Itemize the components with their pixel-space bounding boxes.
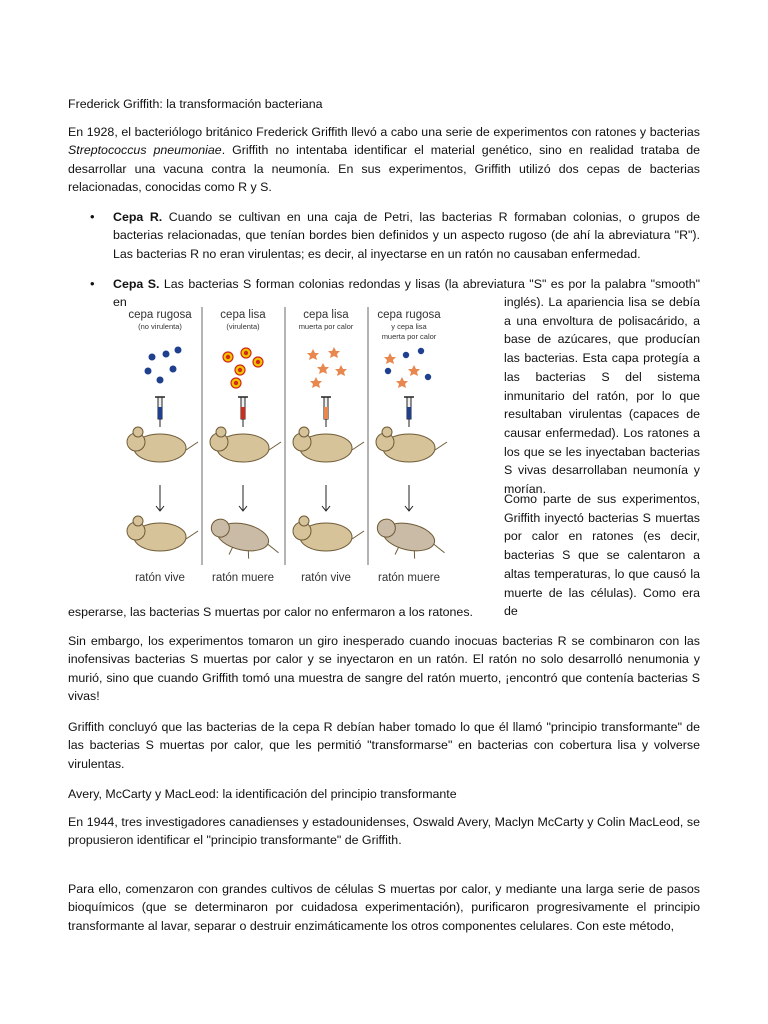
column-subtitle: muerta por calor (381, 332, 437, 341)
bullet-r-text: Cuando se cultivan en una caja de Petri, las bacterias R formaban colonias, o grupos de bacterias relacionadas, que tenían bordes bien definidos y un aspecto rugoso (de ahí la abreviatura "R"). Las bacterias R no eran virulentas; es decir, al inyectarse en un ratón no causaban enfermedad. (113, 210, 701, 261)
species-name: Streptococcus pneumoniae (68, 143, 222, 158)
column-title: cepa rugosa (377, 309, 441, 321)
down-arrow-icon (156, 485, 413, 511)
avery-paragraph-2: Para ello, comenzaron con grandes cultivos de células S muertas por calor, y mediante una larga serie de pasos bioquímicos (que se determinaron por cuidadosa experimentación), purificaron progresivamente el principio transformante al lavar, separar o destruir enzimáticamente los otros componentes celulares. Con este método, (68, 882, 700, 933)
twist-paragraph: Sin embargo, los experimentos tomaron un giro inesperado cuando inocuas bacterias R se combinaron con las inofensivas bacterias S muertas por calor y se inyectaron en un ratón. El ratón no solo desarrolló nenumonia y murió, sino que cuando Griffith tomó una muestra de sangre del ratón muerto, ¡encontró que contenía bacterias S vivas! (68, 634, 700, 704)
bullet-icon: • (90, 209, 95, 224)
heat-killed-bacteria-icon (307, 347, 347, 388)
intro-text-2: . Griffith no intentaba identificar el material genético, sino en realidad trataba de desarrollar una vacuna contra la neumonía. En sus experimentos, Griffith utilizó dos cepas de bacterias relacionadas, conocidas como R y S. (68, 143, 700, 195)
outcome-label: ratón muere (377, 572, 441, 584)
intro-text-1: En 1928, el bacteriólogo británico Frederick Griffith llevó a cabo una serie de experimentos con ratones y bacterias (68, 125, 700, 139)
griffith-experiment-figure (118, 305, 450, 590)
section-heading-avery: Avery, McCarty y MacLeod: la identificación del principio transformante (68, 787, 457, 801)
heat-killed-paragraph-tail: esperarse, las bacterias S muertas por calor no enfermaron a los ratones. (68, 605, 473, 619)
mixed-bacteria-icon (384, 348, 431, 388)
outcome-label: ratón vive (301, 572, 351, 584)
smooth-bacteria-icon (223, 348, 263, 388)
outcome-label: ratón muere (211, 572, 275, 584)
conclusion-paragraph: Griffith concluyó que las bacterias de la cepa R debían haber tomado lo que él llamó "principio transformante" de las bacterias S muertas por calor, que les permitió "transformarse" en bacterias con cobertura lisa y volverse virulentas. (68, 720, 700, 771)
column-title: cepa rugosa (128, 309, 192, 321)
section-heading-griffith: Frederick Griffith: la transformación bacteriana (68, 97, 323, 111)
outcome-label: ratón vive (135, 572, 185, 584)
column-title: cepa lisa (220, 309, 266, 321)
column-subtitle: y cepa lisa (391, 322, 427, 331)
heat-killed-paragraph: Como parte de sus experimentos, Griffith inyectó bacterias S muertas por calor en ratones (es decir, bacterias S que se calentaron a altas temperaturas, lo que causó la muerte de las células). Como era de (504, 492, 700, 619)
bullet-s-label: Cepa S. (113, 277, 160, 291)
bullet-r-label: Cepa R. (113, 210, 163, 224)
bullet-s-text-column: inglés). La apariencia lisa se debía a una envoltura de polisacárido, a base de azúcares, que producían las bacterias. Esta capa protegía a las bacterias S del sistema inmunitario del ratón, por lo que resultaban virulentas (capaces de causar enfermedad). Los ratones a los que se les inyectaban bacterias S vivas desarrollaban neumonía y morían. (504, 295, 700, 497)
rough-bacteria-icon (145, 347, 182, 384)
column-subtitle: (no virulenta) (138, 322, 182, 331)
bullet-r-strain (113, 208, 700, 263)
syringe-icon (155, 397, 414, 427)
bullet-icon: • (90, 276, 95, 291)
avery-paragraph-1: En 1944, tres investigadores canadienses y estadounidenses, Oswald Avery, Maclyn McCarty y Colin MacLeod, se propusieron identificar el "principio transformante" de Griffith. (68, 815, 700, 848)
mouse-icon (127, 427, 447, 462)
column-subtitle: (virulenta) (226, 322, 260, 331)
column-title: cepa lisa (303, 309, 349, 321)
bullet-s-text-line1: Las bacterias S forman colonias redondas y lisas (la abreviatura "S" es por la palabra "smooth" en (113, 277, 700, 310)
intro-paragraph (68, 123, 700, 197)
column-subtitle: muerta por calor (298, 322, 354, 331)
